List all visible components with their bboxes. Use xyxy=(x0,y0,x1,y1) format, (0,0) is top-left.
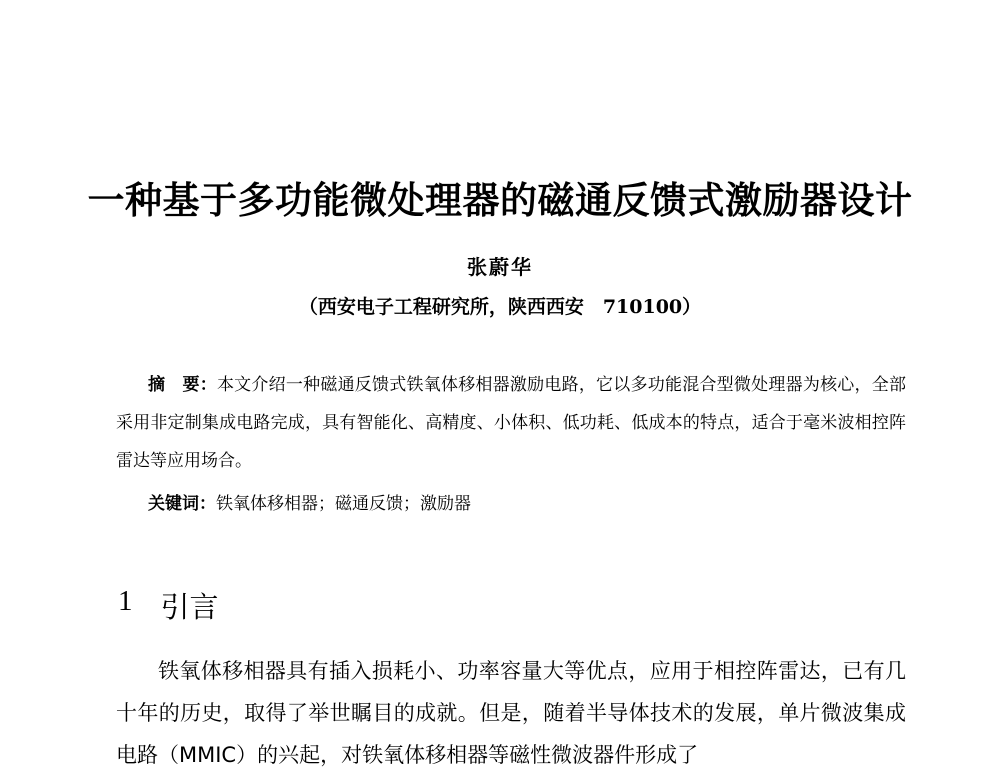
paper-title: 一种基于多功能微处理器的磁通反馈式激励器设计 xyxy=(87,179,913,222)
section-heading xyxy=(118,585,219,626)
keywords-label: 关键词： xyxy=(148,494,216,514)
body-text xyxy=(116,650,906,776)
abstract-text: 本文介绍一种磁通反馈式铁氧体移相器激励电路，它以多功能混合型微处理器为核心，全部采用非定制集成电路完成，具有智能化、高精度、小体积、低功耗、低成本的特点，适合于毫米波相控阵雷达等应用场合。 xyxy=(116,375,907,471)
section-number: 1 xyxy=(118,585,133,617)
abstract-label: 摘 要： xyxy=(148,375,217,395)
paragraph: 铁氧体移相器具有插入损耗小、功率容量大等优点，应用于相控阵雷达，已有几十年的历史，取得了举世瞩目的成就。但是，随着半导体技术的发展，单片微波集成电路（MMIC）的兴起，对铁氧体移相器等磁性微波器件形成了 xyxy=(116,659,906,767)
abstract xyxy=(116,366,906,480)
section-title: 引言 xyxy=(160,590,219,624)
keywords xyxy=(148,485,471,523)
keywords-text: 铁氧体移相器；磁通反馈；激励器 xyxy=(216,494,471,514)
author-name: 张蔚华 xyxy=(467,255,533,279)
author-affiliation: （西安电子工程研究所，陕西西安 710100） xyxy=(298,296,702,318)
